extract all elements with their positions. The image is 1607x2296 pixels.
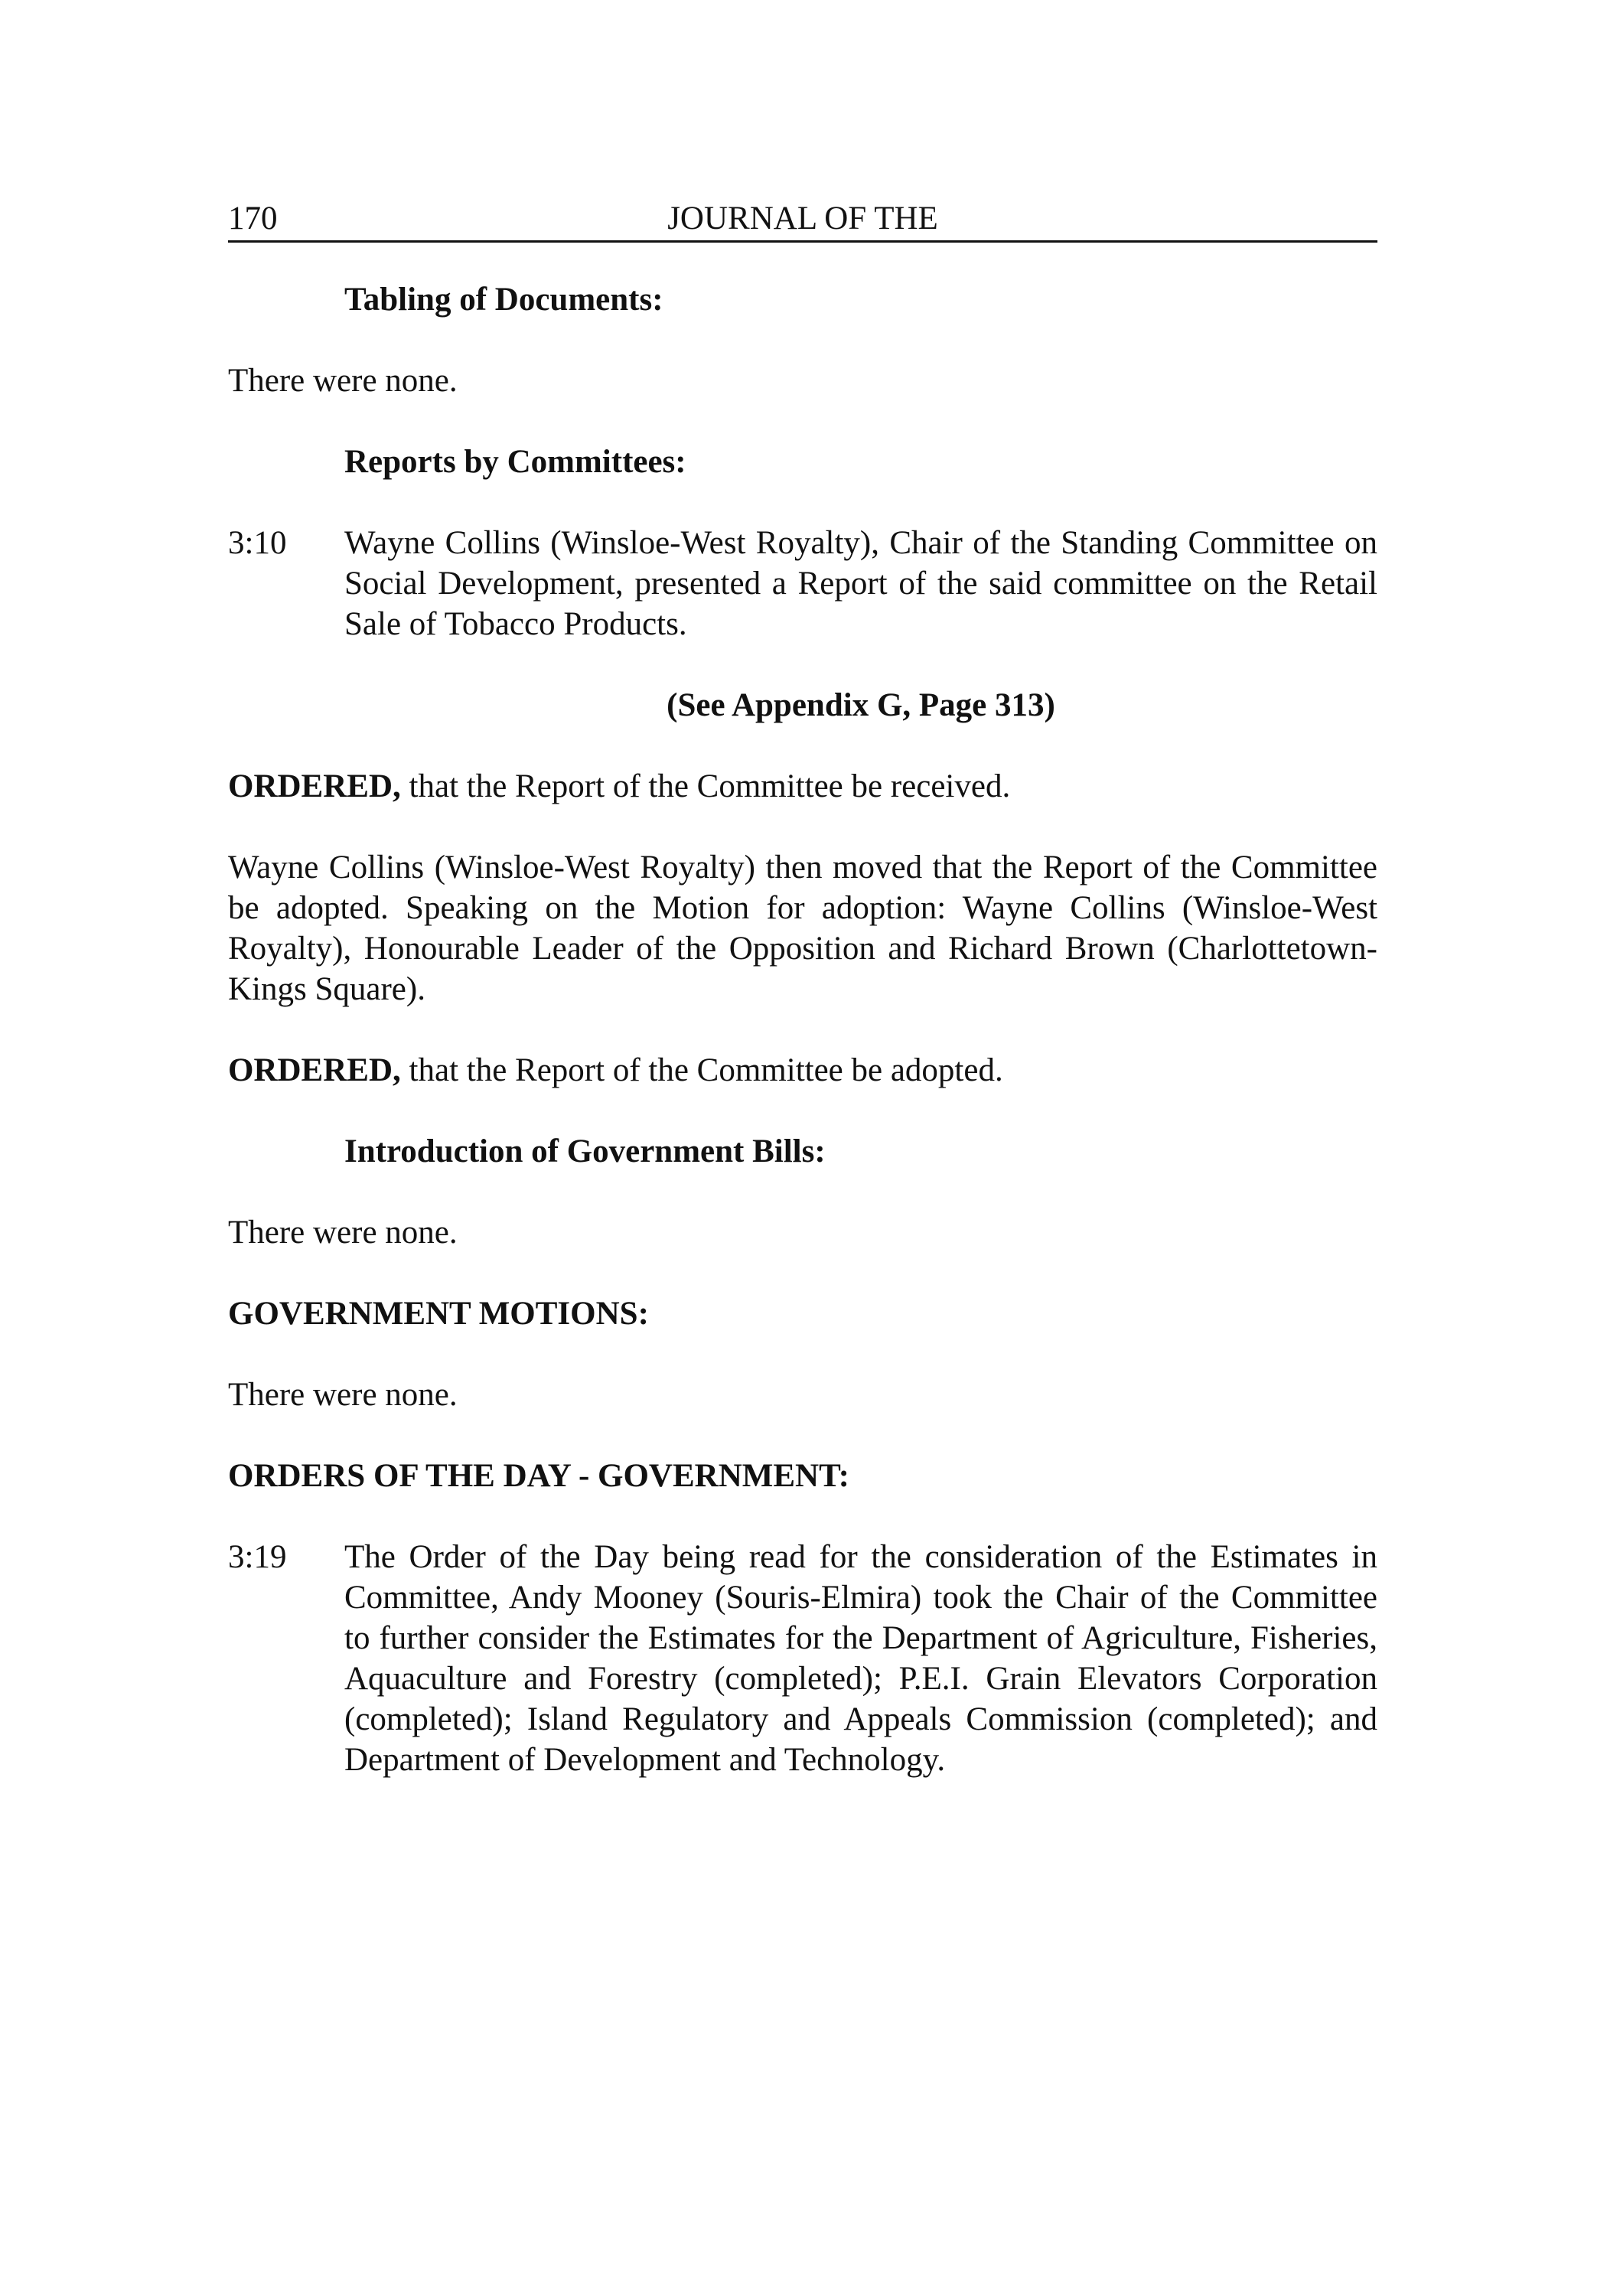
heading-orders-of-the-day: ORDERS OF THE DAY - GOVERNMENT: [228, 1458, 849, 1494]
gov-motions-body: There were none. [228, 1377, 458, 1413]
entry-time: 3:10 [228, 525, 287, 561]
heading-introduction-of-government-bills: Introduction of Government Bills: [344, 1133, 826, 1169]
adoption-motion: Wayne Collins (Winsloe-West Royalty) then moved that the Report of the Committee be adopted. Speaking on the Motion for adoption: Wayne Collins (Winsloe-West Royalty), Honourable Leader of the Opposition and Richard Brown (Charlottetown-Kings Square). [228, 850, 1377, 1007]
ordered-keyword: ORDERED, [228, 768, 401, 804]
gov-bills-body: There were none. [228, 1215, 458, 1251]
entry-3-10 [228, 523, 1377, 644]
heading-reports-by-committees: Reports by Committees: [344, 444, 686, 480]
ordered-adopted [228, 1050, 1377, 1091]
tabling-body: There were none. [228, 363, 458, 399]
entry-text: The Order of the Day being read for the consideration of the Estimates in Committee, Andy Mooney (Souris-Elmira) took the Chair of the Committee to further consider the Estimates for the Department of Agriculture, Fisheries, Aquaculture and Forestry (completed); P.E.I. Grain Elevators Corporation (completed); Island Regulatory and Appeals Commission (completed); and Department of Development and Technology. [344, 1539, 1377, 1778]
ordered-keyword: ORDERED, [228, 1052, 401, 1088]
running-head: JOURNAL OF THE [667, 201, 938, 236]
entry-3-19 [228, 1537, 1377, 1780]
ordered-received [228, 766, 1377, 807]
entry-time: 3:19 [228, 1539, 287, 1575]
journal-content [228, 279, 1377, 1780]
ordered-text: that the Report of the Committee be adopted. [400, 1052, 1003, 1088]
appendix-reference: (See Appendix G, Page 313) [667, 687, 1055, 723]
entry-text: Wayne Collins (Winsloe-West Royalty), Chair of the Standing Committee on Social Development, presented a Report of the said committee on the Retail Sale of Tobacco Products. [344, 525, 1377, 642]
page-number: 170 [228, 201, 278, 236]
heading-government-motions: GOVERNMENT MOTIONS: [228, 1296, 649, 1332]
heading-tabling-of-documents: Tabling of Documents: [344, 282, 663, 318]
page-header [228, 197, 1377, 243]
ordered-text: that the Report of the Committee be received. [400, 768, 1011, 804]
